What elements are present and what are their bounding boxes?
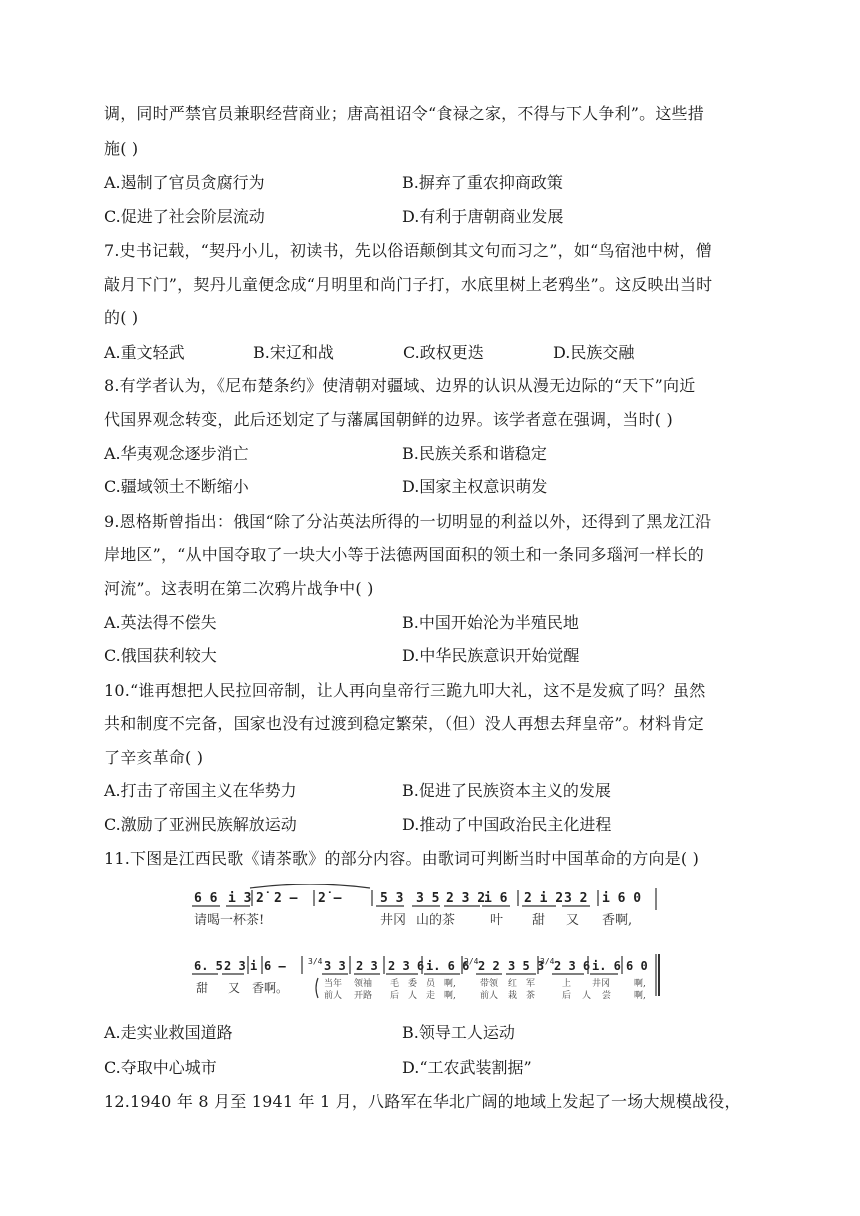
q8-stem-line1: 8.有学者认为，《尼布楚条约》使清朝对疆域、边界的认识从漫无边际的“天下”向近 [104, 376, 696, 395]
score-verse2: 人 [408, 991, 418, 1001]
score-note: 3 2 [564, 891, 588, 906]
score-verse2: 开路 [354, 991, 373, 1001]
score-note: 3 3 [324, 959, 346, 973]
score-note: 2̇ – [318, 891, 342, 906]
score-note: 6 0 [626, 959, 648, 973]
score-verse1: 带领 [480, 979, 499, 989]
q8-option-b[interactable]: B.民族关系和谐稳定 [402, 444, 547, 463]
score-note: 2 3 2 [446, 891, 486, 906]
score-meter: 3/4 [308, 957, 323, 966]
music-score-figure [190, 884, 670, 1008]
score-verse2: 走 [426, 991, 436, 1001]
q6-stem-line1: 调，同时严禁官员兼职经营商业；唐高祖诏令“食禄之家，不得与下人争利”。这些措 [104, 104, 704, 123]
score-note: i 6 0 [602, 891, 642, 906]
score-note: 6 6 [194, 891, 218, 906]
q8-stem-line2: 代国界观念转变，此后还划定了与藩属国朝鲜的边界。该学者意在强调，当时( ) [104, 410, 673, 429]
score-verse2: 后 [562, 991, 572, 1001]
score-verse1: 井冈 [592, 979, 611, 989]
score-meter: 3/4 [540, 957, 555, 966]
q9-option-d[interactable]: D.中华民族意识开始觉醒 [402, 646, 580, 665]
score-verse1: 啊, [444, 979, 456, 989]
q9-stem-line3: 河流”。这表明在第二次鸦片战争中( ) [104, 579, 374, 598]
q10-option-b[interactable]: B.促进了民族资本主义的发展 [402, 781, 611, 800]
score-lyric: 甜 [532, 913, 546, 928]
score-note: 2 3 6 [388, 959, 425, 973]
q10-option-c[interactable]: C.激励了亚洲民族解放运动 [104, 815, 297, 834]
q8-option-c[interactable]: C.疆域领土不断缩小 [104, 477, 249, 496]
score-note: 6 – [264, 959, 286, 973]
score-verse1: 员 [426, 979, 436, 989]
q10-stem-line3: 了辛亥革命( ) [104, 748, 204, 767]
score-verse2: 茶 [526, 991, 536, 1001]
score-lyric: 井冈 [380, 913, 407, 928]
score-note: 6. 5 [194, 959, 223, 973]
q7-option-c[interactable]: C.政权更迭 [403, 343, 484, 362]
score-verse1: 毛 [390, 979, 400, 989]
score-note: 5 3 [380, 891, 404, 906]
q6-option-a[interactable]: A.遏制了官员贪腐行为 [104, 173, 265, 192]
score-verse2: 啊, [634, 991, 646, 1001]
score-lyric: 香啊。 [252, 981, 289, 995]
score-verse2: 人 [582, 991, 592, 1001]
score-note: i. 6 [592, 959, 621, 973]
score-meter: 2/4 [464, 957, 479, 966]
score-lyric: 叶 [490, 913, 504, 928]
q11-option-d[interactable]: D.“工农武装割据” [402, 1058, 532, 1077]
score-verse1: 委 [408, 979, 418, 989]
score-note: 2 3 6 [554, 959, 591, 973]
score-row1 [194, 891, 641, 906]
q9-stem-line1: 9.恩格斯曾指出：俄国“除了分沾英法所得的一切明显的利益以外，还得到了黑龙江沿 [104, 512, 712, 531]
score-note: 2 2 [478, 959, 500, 973]
score-note: i. 6 6 [426, 959, 470, 973]
q9-option-c[interactable]: C.俄国获利较大 [104, 646, 217, 665]
q12-stem-line1: 12.1940 年 8 月至 1941 年 1 月，八路军在华北广阔的地域上发起了一场大规模战役， [104, 1092, 741, 1111]
q6-stem-line2: 施( ) [104, 139, 139, 158]
score-verse1: 啊, [634, 979, 646, 989]
q10-stem-line1: 10.“谁再想把人民拉回帝制，让人再向皇帝行三跪九叩大礼，这不是发疯了吗？虽然 [104, 681, 706, 700]
score-verse1: 上 [562, 979, 572, 989]
q10-option-a[interactable]: A.打击了帝国主义在华势力 [104, 781, 297, 800]
q9-option-b[interactable]: B.中国开始沦为半殖民地 [402, 613, 579, 632]
q7-option-a[interactable]: A.重文轻武 [104, 343, 185, 362]
score-lyric: 香啊, [602, 913, 633, 928]
q7-option-b[interactable]: B.宋辽和战 [253, 343, 334, 362]
score-note: 2 3 [356, 959, 378, 973]
q10-option-d[interactable]: D.推动了中国政治民主化进程 [402, 815, 612, 834]
score-lyric: 山的茶 [416, 913, 456, 928]
score-lyric: 请喝一杯茶! [194, 913, 265, 928]
score-verse2: 啊, [444, 991, 456, 1001]
q11-option-b[interactable]: B.领导工人运动 [402, 1023, 515, 1042]
q6-option-c[interactable]: C.促进了社会阶层流动 [104, 207, 265, 226]
score-note: i 3 [228, 891, 252, 906]
q6-option-d[interactable]: D.有利于唐朝商业发展 [402, 207, 564, 226]
q8-option-a[interactable]: A.华夷观念逐步消亡 [104, 444, 249, 463]
score-note: 2 3 [224, 959, 246, 973]
score-note: 3 5 [416, 891, 440, 906]
q7-stem-line3: 的( ) [104, 308, 139, 327]
score-verse2: 前人 [480, 991, 499, 1001]
score-note: i 6 [484, 891, 508, 906]
score-note: 2 – [274, 891, 298, 906]
score-verse2: 后 [390, 991, 400, 1001]
score-note: 2̇ [256, 891, 264, 906]
q8-option-d[interactable]: D.国家主权意识萌发 [402, 477, 548, 496]
score-note: i [250, 959, 258, 973]
score-note: 2 i 2 [524, 891, 564, 906]
q7-option-d[interactable]: D.民族交融 [553, 343, 635, 362]
q9-stem-line2: 岸地区”，“从中国夺取了一块大小等于法德两国面积的领土和一条同多瑙河一样长的 [104, 545, 704, 564]
q11-option-c[interactable]: C.夺取中心城市 [104, 1058, 217, 1077]
q9-option-a[interactable]: A.英法得不偿失 [104, 613, 217, 632]
score-verse1: 军 [526, 979, 536, 989]
q6-option-b[interactable]: B.摒弃了重农抑商政策 [402, 173, 563, 192]
score-verse1: 红 [508, 979, 518, 989]
score-verse2: 前人 [324, 991, 343, 1001]
q7-stem-line1: 7.史书记载，“契丹小儿，初读书，先以俗语颠倒其文句而习之”，如“鸟宿池中树，僧 [104, 241, 712, 260]
q11-stem-line1: 11.下图是江西民歌《请茶歌》的部分内容。由歌词可判断当时中国革命的方向是( ) [104, 849, 700, 868]
score-verse2: 栽 [508, 991, 518, 1001]
q7-stem-line2: 敲月下门”，契丹儿童便念成“月明里和尚门子打，水底里树上老鸦坐”。这反映出当时 [104, 275, 713, 294]
score-verse2: 尝 [602, 991, 612, 1001]
score-verse1: 当年 [324, 979, 343, 989]
q10-stem-line2: 共和制度不完备，国家也没有过渡到稳定繁荣，（但）没人再想去拜皇帝”。材料肯定 [104, 714, 704, 733]
score-lyric: 又 [228, 981, 241, 995]
score-verse1: 领袖 [354, 979, 373, 989]
q11-option-a[interactable]: A.走实业救国道路 [104, 1023, 233, 1042]
score-lyric: 甜 [196, 981, 209, 995]
score-lyric: 又 [566, 913, 580, 928]
score-note: 3 5 3 [508, 959, 545, 973]
